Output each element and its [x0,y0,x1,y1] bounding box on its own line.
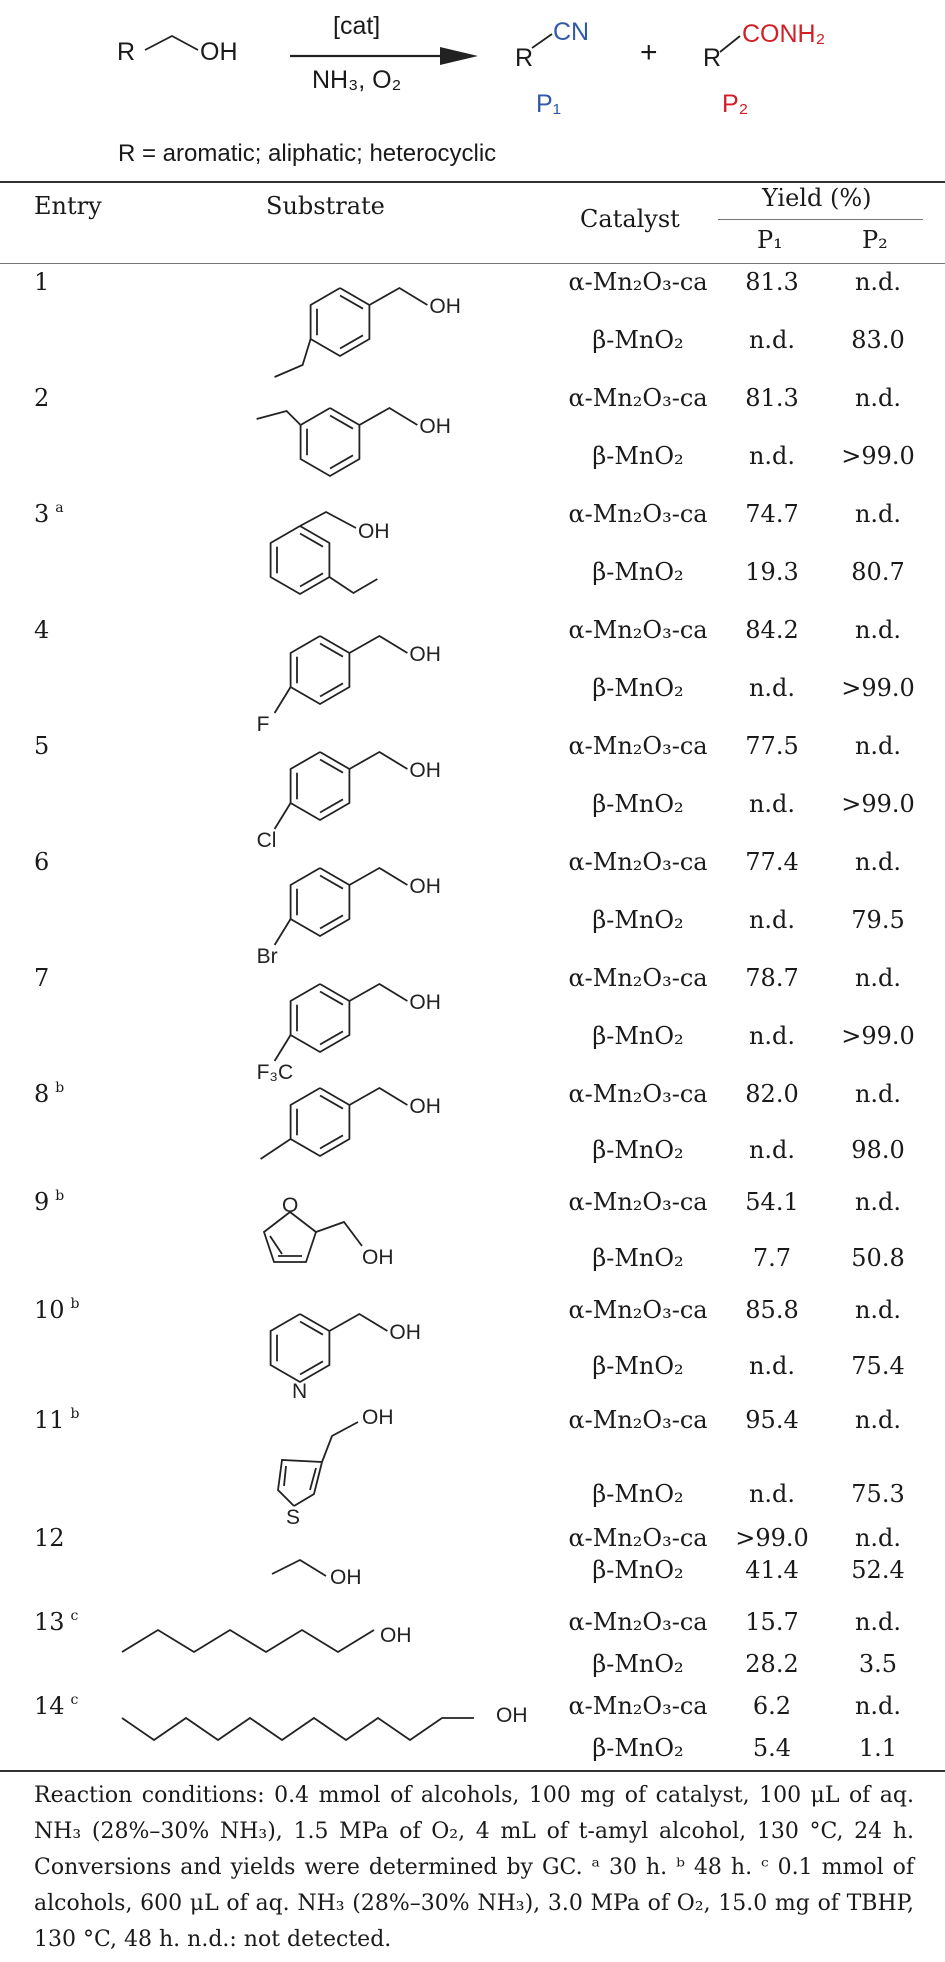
catalyst-alpha: α-Mn₂O₃-ca [568,732,708,760]
atom-label: OH [389,1321,421,1344]
catalyst-beta: β-MnO₂ [592,1352,684,1380]
reactant-bonds [145,36,198,50]
yield-p1: 78.7 [745,964,799,992]
catalyst-beta: β-MnO₂ [592,1556,684,1584]
yield-p2: 50.8 [851,1244,905,1272]
yield-p2: n.d. [854,1406,902,1434]
catalyst-alpha: α-Mn₂O₃-ca [568,1608,708,1636]
atom-label: OH [330,1566,362,1589]
substrate-structure [0,380,450,505]
yield-p1: n.d. [748,1136,796,1164]
header-yield: Yield (%) [762,184,872,212]
arrow-top-label: [cat] [333,12,381,40]
catalyst-alpha: α-Mn₂O₃-ca [568,616,708,644]
substrate-structure [0,496,450,621]
substrate-structure [0,1292,450,1417]
substrate-structure [0,264,461,389]
yield-p1: n.d. [748,326,796,354]
entry-footnote-mark: c [70,1608,79,1624]
yield-p1: 81.3 [745,384,799,412]
yield-p1: 5.4 [752,1734,792,1762]
atom-label: OH [409,991,441,1014]
catalyst-alpha: α-Mn₂O₃-ca [568,1524,708,1552]
entry-id: 1 [34,268,50,296]
atom-label: OH [362,1246,394,1269]
catalyst-beta: β-MnO₂ [592,1022,684,1050]
yield-p1: n.d. [748,1352,796,1380]
p2-r: R [703,44,722,72]
p1-bond [532,34,552,48]
substrate-structure [0,1184,450,1309]
entry-id: 3 [34,500,50,528]
entry-id: 7 [34,964,50,992]
catalyst-alpha: α-Mn₂O₃-ca [568,1080,708,1108]
yield-p1: 95.4 [745,1406,799,1434]
atom-label: F₃C [256,1061,294,1084]
yield-p2: >99.0 [841,442,915,470]
arrow-bottom-label: NH₃, O₂ [312,66,402,94]
yield-p2: 1.1 [858,1734,898,1762]
reactant-oh: OH [200,38,238,66]
catalyst-alpha: α-Mn₂O₃-ca [568,1692,708,1720]
header-catalyst: Catalyst [580,205,680,233]
yield-p1: n.d. [748,674,796,702]
atom-label: OH [409,875,441,898]
substrate-structure [0,960,450,1085]
plus-sign: + [640,36,658,69]
yield-p1: 19.3 [745,558,799,586]
yield-p2: n.d. [854,964,902,992]
catalyst-beta: β-MnO₂ [592,906,684,934]
yield-p1: n.d. [748,906,796,934]
catalyst-beta: β-MnO₂ [592,558,684,586]
yield-p2: 79.5 [851,906,905,934]
yield-p1: >99.0 [735,1524,809,1552]
catalyst-alpha: α-Mn₂O₃-ca [568,1188,708,1216]
yield-p1: 84.2 [745,616,799,644]
entry-id: 4 [34,616,50,644]
header-p2: P₂ [862,226,888,254]
yield-p2: n.d. [854,616,902,644]
atom-label: N [292,1380,308,1403]
atom-label: OH [409,759,441,782]
yield-p1: 54.1 [745,1188,799,1216]
catalyst-beta: β-MnO₂ [592,326,684,354]
yield-p2: n.d. [854,1692,902,1720]
substrate-structure [0,1402,450,1527]
catalyst-beta: β-MnO₂ [592,790,684,818]
atom-label: O [282,1194,299,1217]
substrate-structure [0,1076,450,1201]
catalyst-beta: β-MnO₂ [592,1480,684,1508]
atom-label: F [256,713,270,736]
entry-footnote-mark: b [70,1296,80,1312]
atom-label: Cl [256,829,277,852]
r-definition: R = aromatic; aliphatic; heterocyclic [118,140,497,167]
yield-p2: n.d. [854,848,902,876]
yield-p1: 77.5 [745,732,799,760]
yield-p2: n.d. [854,1524,902,1552]
yield-p2: n.d. [854,384,902,412]
catalyst-beta: β-MnO₂ [592,1734,684,1762]
yield-p2: >99.0 [841,1022,915,1050]
p2-group: CONH₂ [742,20,826,48]
p1-label: P₁ [536,90,562,118]
atom-label: OH [380,1624,412,1647]
yield-p1: 77.4 [745,848,799,876]
catalyst-alpha: α-Mn₂O₃-ca [568,1406,708,1434]
yield-p1: 6.2 [752,1692,792,1720]
yield-p2: 98.0 [851,1136,905,1164]
catalyst-alpha: α-Mn₂O₃-ca [568,500,708,528]
header-substrate: Substrate [266,192,385,220]
atom-label: OH [358,520,390,543]
atom-label: OH [496,1704,528,1727]
yield-p2: 80.7 [851,558,905,586]
yield-p2: >99.0 [841,674,915,702]
yield-p2: n.d. [854,268,902,296]
header-entry: Entry [34,192,102,220]
catalyst-alpha: α-Mn₂O₃-ca [568,964,708,992]
entry-id: 11 [34,1406,65,1434]
p2-label: P₂ [722,90,749,118]
entry-id: 12 [34,1524,65,1552]
yield-p1: n.d. [748,1480,796,1508]
atom-label: S [286,1506,301,1529]
atom-label: OH [429,295,461,318]
atom-label: OH [419,415,451,438]
substrate-structure [0,612,450,737]
entry-footnote-mark: c [70,1692,79,1708]
yield-p1: 82.0 [745,1080,799,1108]
yield-sub-rule [718,219,923,220]
yield-p2: n.d. [854,1080,902,1108]
catalyst-alpha: α-Mn₂O₃-ca [568,1296,708,1324]
atom-label: OH [409,643,441,666]
yield-p2: n.d. [854,1608,902,1636]
yield-p1: n.d. [748,442,796,470]
yield-p1: 28.2 [745,1650,799,1678]
yield-p1: 7.7 [752,1244,792,1272]
entry-footnote-mark: b [70,1406,80,1422]
entry-footnote-mark: a [55,500,64,516]
yield-p2: 75.4 [851,1352,905,1380]
substrate-structure [0,844,450,969]
yield-p2: >99.0 [841,790,915,818]
entry-id: 10 [34,1296,65,1324]
atom-label: OH [362,1406,394,1429]
yield-p1: n.d. [748,790,796,818]
table-top-rule [0,181,945,183]
p2-bond [720,36,740,52]
entry-id: 6 [34,848,50,876]
yield-p2: n.d. [854,1296,902,1324]
entry-id: 5 [34,732,50,760]
entry-id: 13 [34,1608,65,1636]
entry-footnote-mark: b [55,1080,65,1096]
reaction-scheme [0,0,945,180]
entry-id: 2 [34,384,50,412]
yield-p2: n.d. [854,1188,902,1216]
yield-p2: 3.5 [858,1650,898,1678]
entry-footnote-mark: b [55,1188,65,1204]
catalyst-beta: β-MnO₂ [592,1650,684,1678]
yield-p2: n.d. [854,732,902,760]
yield-p2: 75.3 [851,1480,905,1508]
yield-p1: n.d. [748,1022,796,1050]
yield-p2: 52.4 [851,1556,905,1584]
reactant-r: R [117,38,136,66]
atom-label: Br [256,945,278,968]
entry-id: 8 [34,1080,50,1108]
yield-p1: 41.4 [745,1556,799,1584]
catalyst-alpha: α-Mn₂O₃-ca [568,384,708,412]
yield-p1: 74.7 [745,500,799,528]
catalyst-alpha: α-Mn₂O₃-ca [568,268,708,296]
entry-id: 9 [34,1188,50,1216]
yield-p2: 83.0 [851,326,905,354]
table-footnote: Reaction conditions: 0.4 mmol of alcohols, 100 mg of catalyst, 100 μL of aq. NH₃ (28%–30% NH₃), 1.5 MPa of O₂, 4 mL of t-amyl alcohol, 130 °C, 24 h. Conversions and yields were determined by GC. ᵃ 30 h. ᵇ 48 h. ᶜ 0.1 mmol of alcohols, 600 μL of aq. NH₃ (28%–30% NH₃), 3.0 MPa of O₂, 15.0 mg of TBHP, 130 °C, 48 h. n.d.: not detected. [34,1783,914,1952]
yield-p2: n.d. [854,500,902,528]
catalyst-beta: β-MnO₂ [592,1244,684,1272]
catalyst-beta: β-MnO₂ [592,674,684,702]
entry-id: 14 [34,1692,65,1720]
header-p1: P₁ [757,226,783,254]
yield-p1: 85.8 [745,1296,799,1324]
p1-group: CN [553,18,590,46]
substrate-structure [0,728,450,853]
yield-p1: 81.3 [745,268,799,296]
catalyst-beta: β-MnO₂ [592,442,684,470]
catalyst-beta: β-MnO₂ [592,1136,684,1164]
atom-label: OH [409,1095,441,1118]
catalyst-alpha: α-Mn₂O₃-ca [568,848,708,876]
arrow-head [440,47,478,65]
p1-r: R [515,44,534,72]
yield-p1: 15.7 [745,1608,799,1636]
